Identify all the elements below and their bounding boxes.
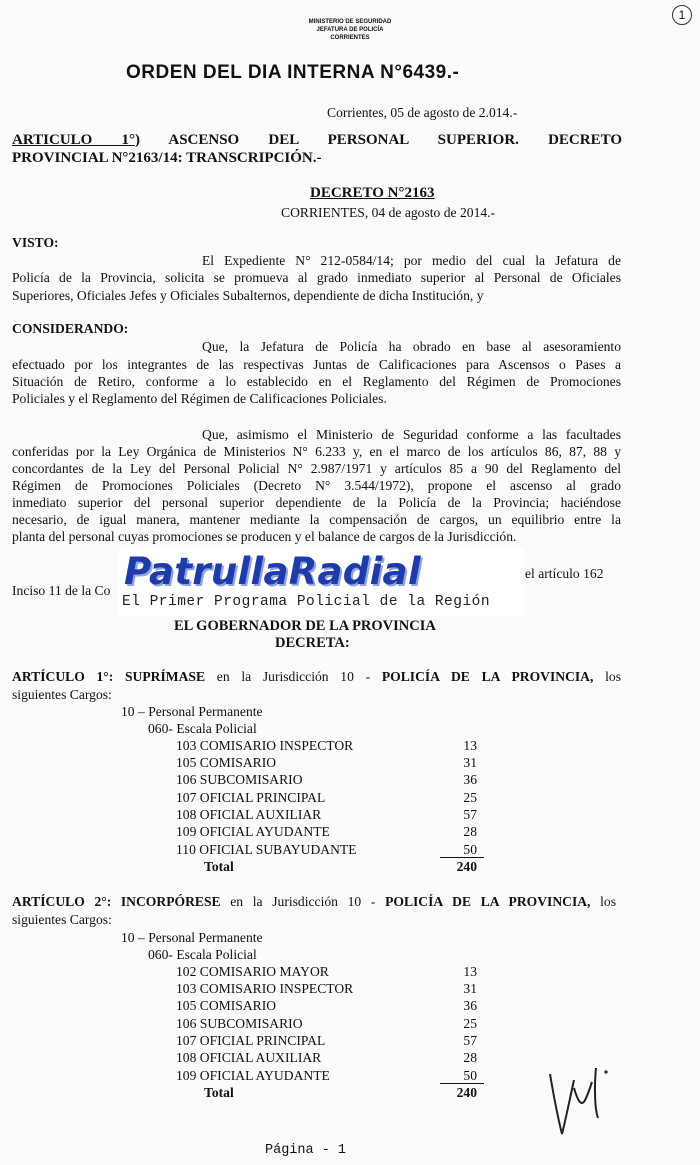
art1-mid: en la Jurisdicción 10 - (205, 669, 382, 684)
art1-row-cargo: 109 OFICIAL AYUDANTE (176, 824, 330, 839)
articulo-1-title-line2: PROVINCIAL N°2163/14: TRANSCRIPCIÓN.- (12, 150, 322, 166)
considerando-p1-line-4: Policiales y el Reglamento del Régimen de Calificaciones Policiales. (12, 391, 387, 406)
page-title: ORDEN DEL DIA INTERNA N°6439.- (126, 62, 460, 83)
art2-total-value: 240 (456, 1085, 477, 1100)
art1-row-count: 13 (463, 738, 477, 753)
considerando-p2-line-4: Régimen de Promociones Policiales (Decreto N° 3.544/1972), propone el ascenso al grado (12, 478, 621, 493)
decreto-date: CORRIENTES, 04 de agosto de 2014.- (281, 205, 496, 220)
art2-row-cargo: 108 OFICIAL AUXILIAR (176, 1050, 322, 1065)
patrulla-radial-logo: PatrullaRadial (124, 550, 421, 593)
visto-line-1: El Expediente N° 212-0584/14; por medio del cual la Jefatura de (202, 253, 621, 268)
patrulla-radial-banner (118, 548, 524, 616)
art2-label: ARTÍCULO 2°: INCORPÓRESE (12, 894, 221, 909)
art2-row-count: 57 (463, 1033, 477, 1048)
art1-escala: 060- Escala Policial (148, 721, 257, 736)
art1-row-count: 50 (463, 842, 477, 857)
art2-line2: siguientes Cargos: (12, 912, 112, 927)
art1-row-count: 31 (463, 755, 477, 770)
art1-row-count: 28 (463, 824, 477, 839)
considerando-p1-line-3: Situación de Retiro, conforme a lo establecido en el Reglamento del Régimen de Promociones (12, 374, 621, 389)
patrulla-radial-subtitle: El Primer Programa Policial de la Región (122, 594, 491, 610)
decreta-line: DECRETA: (275, 635, 350, 651)
date-line: Corrientes, 05 de agosto de 2.014.- (327, 105, 518, 120)
art1-personal: 10 – Personal Permanente (121, 704, 263, 719)
articulo-1-title: ) ASCENSO DEL PERSONAL SUPERIOR. DECRETO (135, 132, 622, 148)
considerando-p2-line-6: necesario, de igual manera, mantener mediante la compensación de cargos, un equilibrio entre la (12, 512, 621, 527)
decreto-title: DECRETO N°2163 (310, 185, 435, 201)
page-number-mark: 1 (672, 5, 692, 25)
art1-row-cargo: 107 OFICIAL PRINCIPAL (176, 790, 326, 805)
art2-row-cargo: 103 COMISARIO INSPECTOR (176, 981, 354, 996)
page-footer: Página - 1 (265, 1143, 347, 1158)
considerando-p1-line-2: efectuado por los integrantes de las respectivas Juntas de Calificaciones para Ascensos o Pases a (12, 357, 621, 372)
art2-mid: en la Jurisdicción 10 - (220, 894, 386, 909)
art2-end: los (590, 894, 616, 909)
art2-row-cargo: 109 OFICIAL AYUDANTE (176, 1068, 330, 1083)
art2-row-cargo: 106 SUBCOMISARIO (176, 1016, 303, 1031)
art1-row-count: 57 (463, 807, 477, 822)
art2-row-cargo: 105 COMISARIO (176, 998, 277, 1013)
articulo-1-label: ARTICULO 1° (12, 132, 136, 148)
considerando-p2-line-7: planta del personal cuyas promociones se producen y el balance de cargos de la Jurisdicción. (12, 529, 517, 544)
art2-row-count: 25 (463, 1016, 477, 1031)
art1-label: ARTÍCULO 1°: SUPRÍMASE (12, 669, 206, 684)
org-line-jefatura: JEFATURA DE POLICÍA (316, 27, 384, 33)
art1-total-label: Total (204, 859, 234, 874)
partial-text-left: Inciso 11 de la Co (12, 583, 111, 598)
considerando-p2-line-1: Que, asimismo el Ministerio de Seguridad conforme a las facultades (202, 427, 621, 442)
art1-row-cargo: 106 SUBCOMISARIO (176, 772, 303, 787)
art2-row-count: 13 (463, 964, 477, 979)
partial-text-right: el artículo 162 (525, 566, 604, 581)
art2-bold-end: POLICÍA DE LA PROVINCIA, (385, 894, 591, 909)
art2-escala: 060- Escala Policial (148, 947, 257, 962)
gobernador-line: EL GOBERNADOR DE LA PROVINCIA (174, 618, 436, 634)
art2-total-label: Total (204, 1085, 234, 1100)
art2-row-cargo: 107 OFICIAL PRINCIPAL (176, 1033, 326, 1048)
art1-row-cargo: 103 COMISARIO INSPECTOR (176, 738, 354, 753)
art1-row-cargo: 108 OFICIAL AUXILIAR (176, 807, 322, 822)
visto-label: VISTO: (12, 235, 59, 250)
considerando-p1-line-1: Que, la Jefatura de Policía ha obrado en base al asesoramiento (202, 339, 621, 354)
art1-row-cargo: 110 OFICIAL SUBAYUDANTE (176, 842, 357, 857)
considerando-label: CONSIDERANDO: (12, 321, 129, 336)
org-line-corrientes: CORRIENTES (330, 35, 370, 41)
art1-end: los (593, 669, 621, 684)
art1-total-value: 240 (456, 859, 477, 874)
art2-row-count: 36 (463, 998, 477, 1013)
considerando-p2-line-3: concordantes de la Ley del Personal Policial N° 2.987/1971 y artículos 85 a 90 del Reglamento del (12, 461, 621, 476)
art1-row-count: 25 (463, 790, 477, 805)
articulo-1-heading (12, 131, 622, 149)
considerando-p2-line-5: inmediato superior del personal superior dependiente de la Policía de la Provincia; haciéndose (12, 495, 621, 510)
art2-row-count: 28 (463, 1050, 477, 1065)
art2-row-count: 50 (463, 1068, 477, 1083)
art2-personal: 10 – Personal Permanente (121, 930, 263, 945)
art1-heading (12, 668, 621, 685)
considerando-p2-line-2: conferidas por la Ley Orgánica de Ministerios N° 6.233 y, en el marco de los artículos 86, 87, 88 y (12, 444, 621, 459)
visto-line-3: Superiores, Oficiales Jefes y Oficiales Subalternos, dependiente de dicha Institución, y (12, 288, 484, 303)
visto-line-2: Policía de la Provincia, solicita se promueva al grado inmediato superior al Personal de Oficiales (12, 270, 621, 285)
art2-heading (12, 893, 616, 910)
art2-row-count: 31 (463, 981, 477, 996)
art2-row-cargo: 102 COMISARIO MAYOR (176, 964, 329, 979)
org-line-ministerio: MINISTERIO DE SEGURIDAD (308, 19, 392, 25)
art1-row-count: 36 (463, 772, 477, 787)
handwritten-signature (540, 1058, 620, 1140)
art1-bold-end: POLICÍA DE LA PROVINCIA, (381, 669, 594, 684)
art1-row-cargo: 105 COMISARIO (176, 755, 277, 770)
art1-line2: siguientes Cargos: (12, 687, 112, 702)
